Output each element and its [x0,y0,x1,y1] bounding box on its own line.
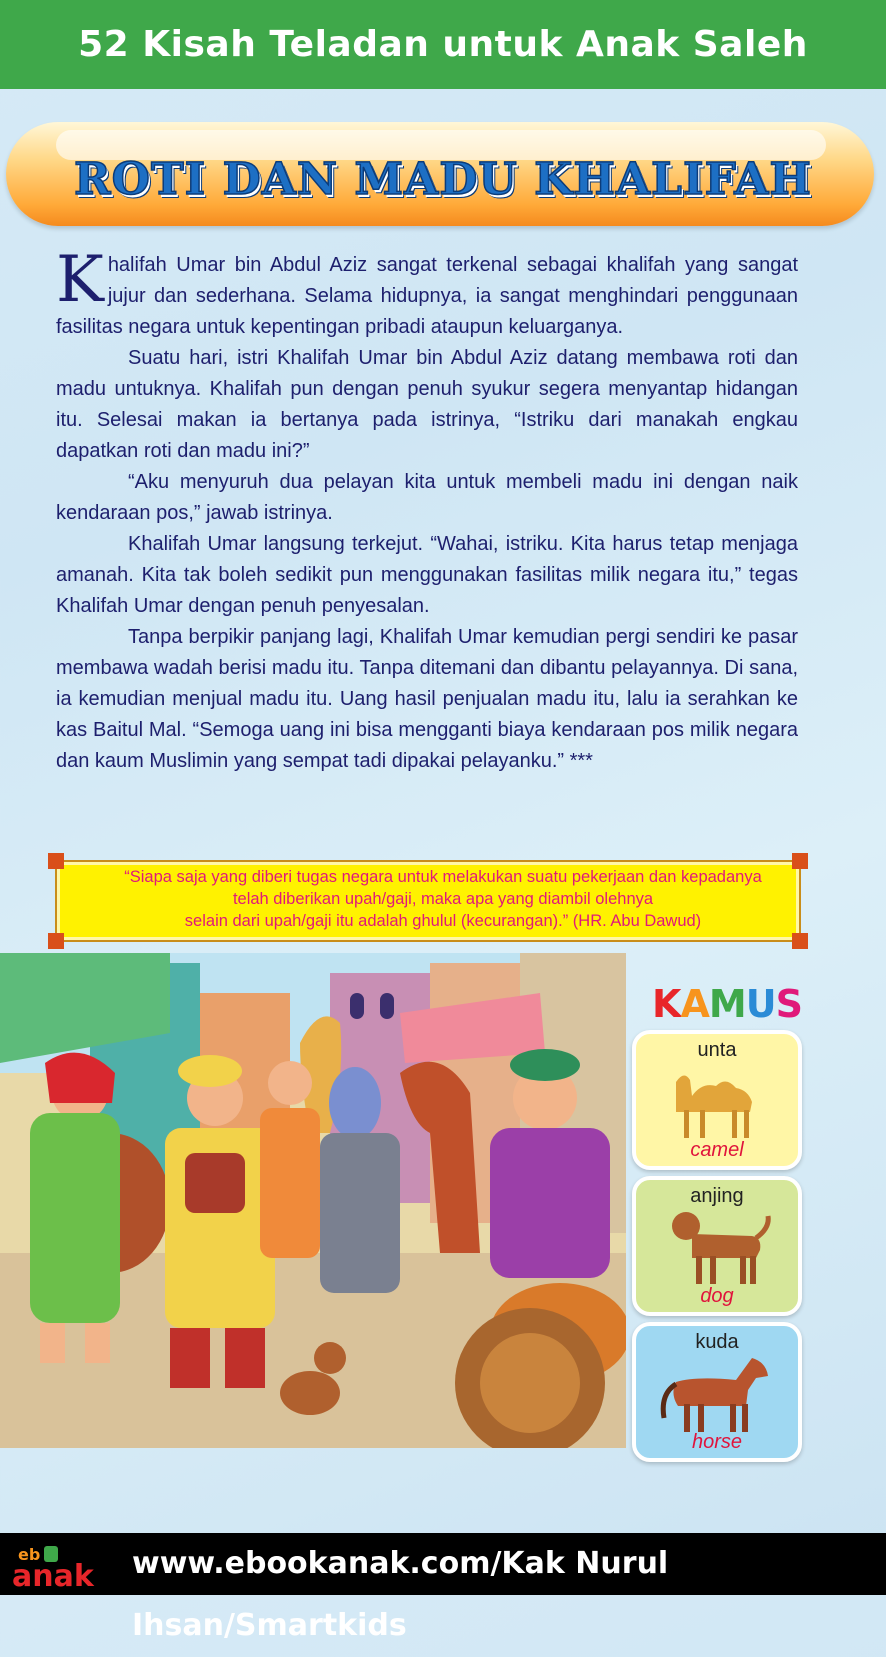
kamus-card-horse [632,1322,802,1462]
ebookanak-logo [8,1540,108,1590]
story-paragraph: “Aku menyuruh dua pelayan kita untuk membeli madu ini dengan naik kendaraan pos,” jawab istrinya. [56,471,798,524]
kamus-english: camel [690,1139,744,1161]
story-paragraph: Tanpa berpikir panjang lagi, Khalifah Umar kemudian pergi sendiri ke pasar membawa wadah berisi madu itu. Tanpa ditemani dan dibantu pelayannya. Di sana, ia kemudian menjual madu itu. Uang hasil penjualan madu itu, lalu ia serahkan ke kas Baitul Mal. “Semoga uang ini bisa mengganti biaya kendaraan pos milik negara dan kaum Muslimin yang sempat tadi dipakai pelayanku.” *** [56,626,798,772]
drop-cap: K [56,243,104,317]
story-paragraph: Suatu hari, istri Khalifah Umar bin Abdul Aziz datang membawa roti dan madu untuknya. Khalifah pun dengan penuh syukur segera menyantap hidangan itu. Selesai makan ia bertanya pada istrinya, “Istriku dari manakah engkau dapatkan roti dan madu ini?” [56,347,798,462]
story-body [56,243,798,777]
story-paragraph: Khalifah Umar langsung terkejut. “Wahai, istriku. Kita harus tetap menjaga amanah. Kita tak boleh sedikit pun menggunakan fasilitas milik negara itu,” tegas Khalifah Umar dengan penuh penyesalan. [56,533,798,617]
market-illustration [0,953,626,1448]
kamus-card-dog [632,1176,802,1316]
footer-url[interactable]: www.ebookanak.com/Kak Nurul Ihsan/Smartkids [132,1546,669,1643]
dog-icon [656,1208,776,1288]
hadith-quote: “Siapa saja yang diberi tugas negara untuk melakukan suatu pekerjaan dan kepadanya telah diberikan upah/gaji, maka apa yang diambil olehnya selain dari upah/gaji itu adalah ghulul (kecurangan).” (HR. Abu Dawud) [124,868,762,930]
page-header: 52 Kisah Teladan untuk Anak Saleh [0,0,886,89]
svg-text:eb: eb [18,1545,41,1564]
kamus-word: anjing [690,1185,744,1207]
story-title: ROTI DAN MADU KHALIFAH [74,154,812,205]
horse-icon [656,1354,776,1434]
kamus-word: unta [697,1039,737,1061]
kamus-title: KAMUS [652,982,802,1026]
kamus-english: horse [691,1431,743,1453]
camel-icon [656,1062,776,1142]
svg-text:anak: anak [12,1559,94,1590]
story-paragraph: Khalifah Umar bin Abdul Aziz sangat terkenal sebagai khalifah yang sangat jujur dan sederhana. Selama hidupnya, ia sangat menghindari penggunaan fasilitas negara untuk kepentingan pribadi ataupun keluarganya. [56,243,798,338]
kamus-card-camel [632,1030,802,1170]
kamus-english: dog [700,1285,734,1307]
kamus-word: kuda [695,1331,739,1353]
